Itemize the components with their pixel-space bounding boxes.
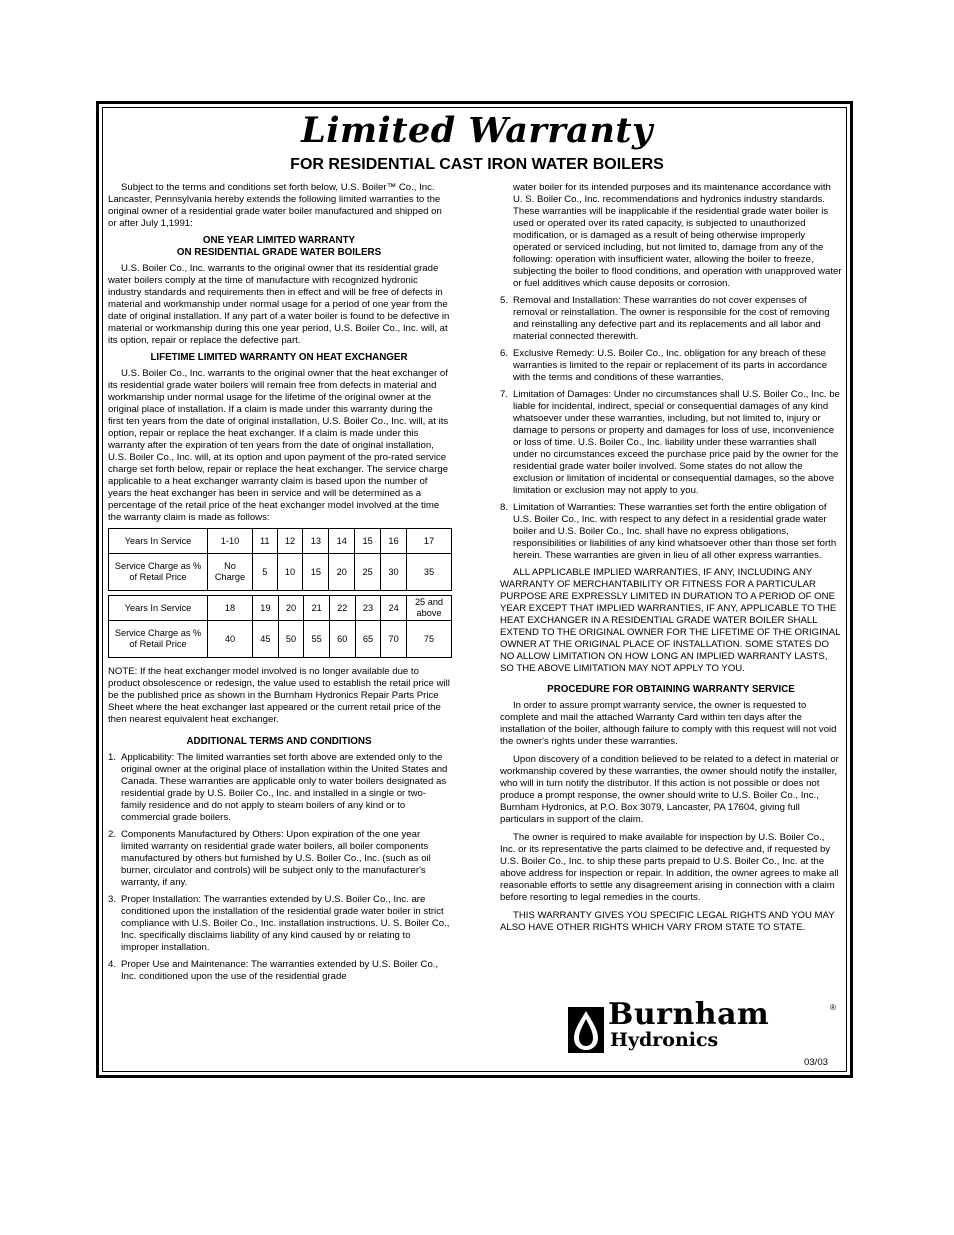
table-cell: 10 xyxy=(277,554,303,591)
procedure-heading: PROCEDURE FOR OBTAINING WARRANTY SERVICE xyxy=(547,684,795,695)
table-cell: 14 xyxy=(329,529,355,554)
years-label: Years In Service xyxy=(109,529,208,554)
water-drop-icon xyxy=(568,1007,604,1053)
additional-terms-list-continued xyxy=(500,295,842,562)
item-number: 4. xyxy=(108,959,117,970)
item-number: 1. xyxy=(108,752,117,763)
list-item xyxy=(108,829,450,889)
registered-mark: ® xyxy=(830,1003,836,1012)
table-cell: 70 xyxy=(381,621,407,658)
continuation-paragraph: water boiler for its intended purposes and its maintenance accordance with U. S. Boiler Co., Inc. recommendations and hydronics industry standards. These warranties will be inapplicable if the residential grade water boiler is used or operated over its rated capacity, is subjected to unauthorized modification, or is damaged as a result of being otherwise improperly operated or serviced including, but not limited to, damage from any of the following: operation with insufficient water, allowing the boiler to freeze, subjecting the boiler to flood conditions, and operation with unapproved water or fuel additives which cause deposits or corrosion. xyxy=(513,182,842,289)
one-year-heading xyxy=(108,235,450,259)
table-cell: 35 xyxy=(407,554,452,591)
procedure-paragraph-2: Upon discovery of a condition believed to be related to a defect in material or workmanship covered by these warranties, the owner should notify the installer, who will in turn notify the distributor. If this action is not possible or does not produce a prompt response, the owner should write to U.S. Boiler Co., Inc., Burnham Hydronics, at P.O. Box 3079, Lancaster, PA 17604, giving full particulars in support of the claim. xyxy=(500,754,839,825)
additional-heading: ADDITIONAL TERMS AND CONDITIONS xyxy=(186,736,372,747)
lifetime-heading: LIFETIME LIMITED WARRANTY ON HEAT EXCHANGER xyxy=(150,352,408,363)
item-text: Proper Installation: The warranties extended by U.S. Boiler Co., Inc. are conditioned upon the installation of the residential grade water boiler in strict compliance with U.S. Boiler Co., Inc. installation instructions. U. S. Boiler Co., Inc. specifically disclaims liability of any kind caused by or relating to improper installation. xyxy=(121,894,450,953)
one-year-text: U.S. Boiler Co., Inc. warrants to the original owner that its residential grade water boilers comply at the time of manufacture with recognized hydronic industry standards and requirements then in effect and will be free of defects in material and workmanship under normal usage for a period of one year from the date of original installation. If any part of a water boiler is found to be defective in material or workmanship during this one year period, U.S. Boiler Co., Inc. will, at its option, repair or replace the defective part. xyxy=(108,263,450,346)
table-cell: 16 xyxy=(381,529,407,554)
revision-date: 03/03 xyxy=(804,1057,829,1068)
item-text: Components Manufactured by Others: Upon expiration of the one year limited warranty on residential grade water boilers, all boiler components manufactured by others but furnished by U.S. Boiler Co., Inc. (such as oil burner, circulator and controls) will be subject only to the manufacturer's warranty, if any. xyxy=(121,829,431,888)
one-year-heading-line1: ONE YEAR LIMITED WARRANTY xyxy=(202,235,356,246)
brand-subname: Hydronics xyxy=(610,1029,719,1051)
table-cell: 13 xyxy=(303,529,329,554)
item-text: Applicability: The limited warranties set forth above are extended only to the original owner at the original place of installation within the United States and Canada. These warranties are applicable only to water boilers designated as residential grade by U.S. Boiler Co., Inc. and installed in a single or two-family residence and do not apply to steam boilers of any kind or to commercial grade boilers. xyxy=(121,752,448,823)
table-cell: 65 xyxy=(355,621,381,658)
service-charge-table-1 xyxy=(108,528,452,591)
list-item xyxy=(500,389,842,497)
table-cell: 50 xyxy=(278,621,304,658)
implied-warranty-paragraph: ALL APPLICABLE IMPLIED WARRANTIES, IF ANY, INCLUDING ANY WARRANTY OF MERCHANTABILITY OR FITNESS FOR A PARTICULAR PURPOSE ARE EXPRESSLY LIMITED IN DURATION TO A PERIOD OF ONE YEAR EXCEPT THAT IMPLIED WARRANTIES, IF ANY, APPLICABLE TO THE HEAT EXCHANGER IN A RESIDENTIAL GRADE WATER BOILER SHALL EXTEND TO THE ORIGINAL OWNER FOR THE LIFETIME OF THE ORIGINAL OWNER AT THE ORIGINAL PLACE OF INSTALLATION. SOME STATES DO NO ALLOW LIMITATION ON HOW LONG AN IMPLIED WARRANTY LASTS, SO THE ABOVE LIMITATION MAY NOT APPLY TO YOU. xyxy=(500,567,841,674)
table-cell: 1-10 xyxy=(208,529,253,554)
page-title: Limited Warranty xyxy=(301,110,653,151)
intro-paragraph: Subject to the terms and conditions set forth below, U.S. Boiler™ Co., Inc. Lancaster, Pennsylvania hereby extends the following limited warranties to the original owner of a residential grade water boiler manufactured and shipped on or after July 1,1991: xyxy=(108,182,442,229)
lifetime-text: U.S. Boiler Co., Inc. warrants to the original owner that the heat exchanger of its residential grade water boilers will remain free from defects in material and workmanship under normal usage for the lifetime of the original owner at the original place of installation. If a claim is made under this warranty during the first ten years from the date of original installation, U.S. Boiler Co., Inc. will, at its option, repair or replace the heat exchanger. If a claim is made under this warranty after the expiration of ten years from the date of original installation, U.S. Boiler Co., Inc. will, at its option and upon payment of the pro-rated service charge set forth below, repair or replace the heat exchanger. The service charge applicable to a heat exchanger warranty claim is based upon the number of years the heat exchanger has been in service and will be determined as a percentage of the retail price of the heat exchanger model involved at the time the warranty claim is made as follows: xyxy=(108,368,449,523)
table-cell: 11 xyxy=(253,529,278,554)
right-column xyxy=(500,182,842,938)
table-row xyxy=(109,554,452,591)
item-text: Proper Use and Maintenance: The warranties extended by U.S. Boiler Co., Inc. conditioned upon the use of the residential grade xyxy=(121,959,439,982)
burnham-logo xyxy=(568,997,840,1053)
table-cell: 30 xyxy=(381,554,407,591)
brand-name: Burnham xyxy=(608,997,770,1032)
table-cell: 17 xyxy=(407,529,452,554)
item-number: 8. xyxy=(500,502,509,513)
list-item xyxy=(500,502,842,562)
table-cell: 21 xyxy=(304,596,330,621)
item-number: 5. xyxy=(500,295,509,306)
item-text: Limitation of Warranties: These warranties set forth the entire obligation of U.S. Boiler Co., Inc. with respect to any defect in a residential grade water boiler and U.S. Boiler Co., Inc. shall have no express obligations, responsibilities or liabilities of any kind whatsoever other than those set forth herein. These warranties are given in lieu of all other express warranties. xyxy=(513,502,837,561)
item-text: Exclusive Remedy: U.S. Boiler Co., Inc. obligation for any breach of these warranties is limited to the repair or replacement of its parts in accordance with the terms and conditions of these warranties. xyxy=(513,348,828,383)
charge-label: Service Charge as % of Retail Price xyxy=(109,554,208,591)
service-charge-table-2 xyxy=(108,595,452,658)
table-row xyxy=(109,596,452,621)
table-cell: No Charge xyxy=(208,554,253,591)
additional-terms-list xyxy=(108,752,450,983)
table-cell: 20 xyxy=(278,596,304,621)
item-text: Limitation of Damages: Under no circumstances shall U.S. Boiler Co., Inc. be liable for incidental, indirect, special or consequential damages of any kind whatsoever under these warranties, including, but not limited to, injury or damage to persons or property and damages for loss of use, inconvenience or loss of time. U.S. Boiler Co., Inc. liability under these warranties shall under no circumstances exceed the purchase price paid by the owner for the residential grade water boiler involved. Some states do not allow the exclusion or limitation of incidental or consequential damages, so the above limitation or exclusion may not apply to you. xyxy=(513,389,840,496)
table-cell: 5 xyxy=(253,554,278,591)
table-cell: 55 xyxy=(304,621,330,658)
list-item xyxy=(500,295,842,343)
table-cell: 45 xyxy=(253,621,279,658)
procedure-paragraph-4: THIS WARRANTY GIVES YOU SPECIFIC LEGAL RIGHTS AND YOU MAY ALSO HAVE OTHER RIGHTS WHICH VARY FROM STATE TO STATE. xyxy=(500,910,835,933)
table-cell: 20 xyxy=(329,554,355,591)
table-cell: 18 xyxy=(208,596,253,621)
table-cell: 15 xyxy=(303,554,329,591)
table-cell: 23 xyxy=(355,596,381,621)
table-cell: 60 xyxy=(329,621,355,658)
table-cell: 15 xyxy=(355,529,381,554)
table-cell: 25 and above xyxy=(407,596,452,621)
page-subtitle: FOR RESIDENTIAL CAST IRON WATER BOILERS xyxy=(290,156,664,173)
procedure-paragraph-3: The owner is required to make available for inspection by U.S. Boiler Co., Inc. or its representative the parts claimed to be defective and, if requested by U.S. Boiler Co., Inc. to ship these parts prepaid to U.S. Boiler Co., Inc. at the above address for inspection or repair. In addition, the owner agrees to make all reasonable efforts to settle any disagreement arising in connection with a claim before resorting to legal remedies in the courts. xyxy=(500,832,839,903)
list-item xyxy=(108,894,450,954)
table-cell: 12 xyxy=(277,529,303,554)
list-item xyxy=(108,752,450,824)
table-cell: 19 xyxy=(253,596,279,621)
table-row xyxy=(109,621,452,658)
table-cell: 24 xyxy=(381,596,407,621)
charge-label: Service Charge as % of Retail Price xyxy=(109,621,208,658)
one-year-heading-line2: ON RESIDENTIAL GRADE WATER BOILERS xyxy=(176,247,382,258)
item-number: 3. xyxy=(108,894,117,905)
item-number: 6. xyxy=(500,348,509,359)
list-item xyxy=(108,959,450,983)
left-column xyxy=(108,182,450,988)
item-number: 7. xyxy=(500,389,509,400)
table-row xyxy=(109,529,452,554)
item-text: Removal and Installation: These warranties do not cover expenses of removal or reinstallation. The owner is responsible for the cost of removing and reinstalling any defective part and its replacements and all labor and material connected therewith. xyxy=(513,295,830,342)
note-paragraph: NOTE: If the heat exchanger model involved is no longer available due to product obsolescence or redesign, the value used to establish the retail price will be the published price as shown in the Burnham Hydronics Repair Parts Price Sheet where the heat exchanger last appeared or the current retail price of the then nearest equivalent heat exchanger. xyxy=(108,666,450,725)
procedure-paragraph-1: In order to assure prompt warranty service, the owner is requested to complete and mail the attached Warranty Card within ten days after the installation of the boiler, although failure to comply with this request will not void the owner's rights under these warranties. xyxy=(500,700,837,747)
table-cell: 22 xyxy=(329,596,355,621)
table-cell: 25 xyxy=(355,554,381,591)
list-item xyxy=(500,348,842,384)
years-label: Years In Service xyxy=(109,596,208,621)
table-cell: 75 xyxy=(407,621,452,658)
table-cell: 40 xyxy=(208,621,253,658)
item-number: 2. xyxy=(108,829,117,840)
